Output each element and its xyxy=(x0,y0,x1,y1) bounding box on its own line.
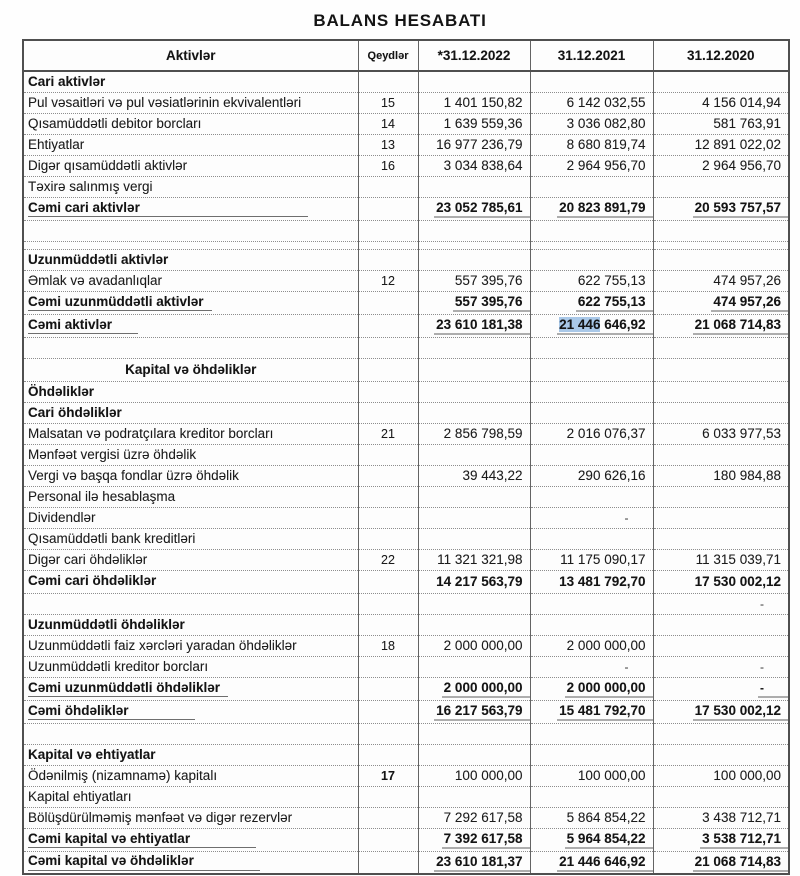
spacer-row xyxy=(23,593,789,614)
row-label: Ödənilmiş (nizamnamə) kapitalı xyxy=(23,765,358,786)
value-v1: 16 977 236,79 xyxy=(418,134,530,155)
table-body xyxy=(23,71,789,874)
row-label xyxy=(23,593,358,614)
row-note: 15 xyxy=(358,92,418,113)
table-row xyxy=(23,486,789,507)
value-v3: 11 315 039,71 xyxy=(653,549,789,570)
column-header-qeydler: Qeydlər xyxy=(358,40,418,71)
row-label: Cəmi öhdəliklər xyxy=(23,700,358,723)
value-v3: 3 538 712,71 xyxy=(653,828,789,851)
value-v1 xyxy=(418,528,530,549)
value-v3 xyxy=(653,241,789,249)
row-label: Uzunmüddətli aktivlər xyxy=(23,249,358,270)
value-v1: 2 000 000,00 xyxy=(418,677,530,700)
spacer-row xyxy=(23,220,789,241)
row-note xyxy=(358,851,418,874)
row-label: Cəmi cari aktivlər xyxy=(23,197,358,220)
value-v1 xyxy=(418,337,530,358)
value-v2 xyxy=(530,723,653,744)
value-v2 xyxy=(530,381,653,402)
row-note: 18 xyxy=(358,635,418,656)
value-v1 xyxy=(418,241,530,249)
value-v3: 4 156 014,94 xyxy=(653,92,789,113)
row-label: Uzunmüddətli faiz xərcləri yaradan öhdəliklər xyxy=(23,635,358,656)
value-v1: 1 401 150,82 xyxy=(418,92,530,113)
value-v1: 3 034 838,64 xyxy=(418,155,530,176)
value-v2 xyxy=(530,241,653,249)
table-row xyxy=(23,507,789,528)
value-v2 xyxy=(530,249,653,270)
table-row xyxy=(23,314,789,337)
row-label: Cari aktivlər xyxy=(23,71,358,92)
table-row xyxy=(23,828,789,851)
value-v3 xyxy=(653,486,789,507)
value-v3 xyxy=(653,337,789,358)
row-note: 21 xyxy=(358,423,418,444)
value-v2: 15 481 792,70 xyxy=(530,700,653,723)
row-note xyxy=(358,314,418,337)
value-v2: 5 864 854,22 xyxy=(530,807,653,828)
table-row xyxy=(23,700,789,723)
row-note xyxy=(358,249,418,270)
value-v2: 21 446 646,92 xyxy=(530,851,653,874)
row-note xyxy=(358,176,418,197)
value-v1: 16 217 563,79 xyxy=(418,700,530,723)
row-label: Təxirə salınmış vergi xyxy=(23,176,358,197)
table-row xyxy=(23,765,789,786)
value-v1 xyxy=(418,402,530,423)
value-v3: 12 891 022,02 xyxy=(653,134,789,155)
table-row xyxy=(23,155,789,176)
value-v3 xyxy=(653,723,789,744)
value-v1: 23 610 181,38 xyxy=(418,314,530,337)
table-row xyxy=(23,549,789,570)
row-note xyxy=(358,358,418,381)
row-label: Uzunmüddətli kreditor borcları xyxy=(23,656,358,677)
table-row xyxy=(23,465,789,486)
table-row xyxy=(23,197,789,220)
row-label: Cəmi uzunmüddətli öhdəliklər xyxy=(23,677,358,700)
row-label: Cəmi aktivlər xyxy=(23,314,358,337)
value-v3: 474 957,26 xyxy=(653,291,789,314)
value-v3 xyxy=(653,507,789,528)
value-v3 xyxy=(653,176,789,197)
value-v3: 474 957,26 xyxy=(653,270,789,291)
value-v2: 11 175 090,17 xyxy=(530,549,653,570)
table-row xyxy=(23,92,789,113)
row-label: Dividendlər xyxy=(23,507,358,528)
row-label: Digər cari öhdəliklər xyxy=(23,549,358,570)
row-note xyxy=(358,241,418,249)
row-label: Kapital və ehtiyatlar xyxy=(23,744,358,765)
row-note xyxy=(358,570,418,593)
value-v2 xyxy=(530,444,653,465)
value-v3: - xyxy=(653,656,789,677)
value-v3: 21 068 714,83 xyxy=(653,314,789,337)
value-v1: 23 052 785,61 xyxy=(418,197,530,220)
row-label: Kapital və öhdəliklər xyxy=(23,358,358,381)
table-row xyxy=(23,381,789,402)
value-v3: 21 068 714,83 xyxy=(653,851,789,874)
row-label: Malsatan və podratçılara kreditor borcları xyxy=(23,423,358,444)
table-row xyxy=(23,176,789,197)
value-v1 xyxy=(418,786,530,807)
value-v3 xyxy=(653,381,789,402)
row-note xyxy=(358,786,418,807)
row-note xyxy=(358,744,418,765)
value-v3: 581 763,91 xyxy=(653,113,789,134)
row-note xyxy=(358,465,418,486)
value-v3 xyxy=(653,614,789,635)
value-v3: 17 530 002,12 xyxy=(653,570,789,593)
value-v1 xyxy=(418,176,530,197)
value-v2: 5 964 854,22 xyxy=(530,828,653,851)
value-v2: 21 446 646,92 xyxy=(530,314,653,337)
row-note: 13 xyxy=(358,134,418,155)
value-v2: 6 142 032,55 xyxy=(530,92,653,113)
row-note xyxy=(358,528,418,549)
value-v2 xyxy=(530,358,653,381)
row-note xyxy=(358,291,418,314)
value-v1: 557 395,76 xyxy=(418,291,530,314)
table-row xyxy=(23,786,789,807)
row-note xyxy=(358,402,418,423)
value-v2 xyxy=(530,220,653,241)
page-title: BALANS HESABATI xyxy=(313,11,487,30)
column-header-2021: 31.12.2021 xyxy=(530,40,653,71)
row-note xyxy=(358,444,418,465)
column-header-2020: 31.12.2020 xyxy=(653,40,789,71)
value-v2: 2 000 000,00 xyxy=(530,635,653,656)
value-v1: 7 392 617,58 xyxy=(418,828,530,851)
value-v3 xyxy=(653,402,789,423)
row-label: Uzunmüddətli öhdəliklər xyxy=(23,614,358,635)
value-v3 xyxy=(653,249,789,270)
value-v3: 6 033 977,53 xyxy=(653,423,789,444)
row-note xyxy=(358,486,418,507)
value-v2 xyxy=(530,402,653,423)
value-v3: 17 530 002,12 xyxy=(653,700,789,723)
value-v2: 20 823 891,79 xyxy=(530,197,653,220)
row-label: Əmlak və avadanlıqlar xyxy=(23,270,358,291)
value-v3 xyxy=(653,71,789,92)
table-row xyxy=(23,423,789,444)
row-label: Qısamüddətli debitor borcları xyxy=(23,113,358,134)
value-v2 xyxy=(530,528,653,549)
table-row xyxy=(23,444,789,465)
row-note xyxy=(358,337,418,358)
row-note: 14 xyxy=(358,113,418,134)
row-label: Bölüşdürülməmiş mənfəət və digər rezervlər xyxy=(23,807,358,828)
row-label: Cəmi uzunmüddətli aktivlər xyxy=(23,291,358,314)
row-label: Ehtiyatlar xyxy=(23,134,358,155)
table-row xyxy=(23,402,789,423)
table-row xyxy=(23,635,789,656)
value-v1 xyxy=(418,744,530,765)
row-label: Mənfəət vergisi üzrə öhdəlik xyxy=(23,444,358,465)
table-row xyxy=(23,807,789,828)
value-v3: 180 984,88 xyxy=(653,465,789,486)
value-v1 xyxy=(418,444,530,465)
value-v3 xyxy=(653,786,789,807)
table-row xyxy=(23,528,789,549)
row-label xyxy=(23,723,358,744)
row-label: Cəmi cari öhdəliklər xyxy=(23,570,358,593)
value-v3 xyxy=(653,444,789,465)
table-row xyxy=(23,851,789,874)
value-v2 xyxy=(530,593,653,614)
column-header-aktivler: Aktivlər xyxy=(23,40,358,71)
value-v3 xyxy=(653,635,789,656)
row-label: Öhdəliklər xyxy=(23,381,358,402)
value-v2 xyxy=(530,71,653,92)
table-row xyxy=(23,677,789,700)
row-label: Cəmi kapital və öhdəliklər xyxy=(23,851,358,874)
row-label: Pul vəsaitləri və pul vəsiatlərinin ekvivalentləri xyxy=(23,92,358,113)
row-note xyxy=(358,656,418,677)
value-v2: 100 000,00 xyxy=(530,765,653,786)
value-v1 xyxy=(418,249,530,270)
table-row xyxy=(23,134,789,155)
value-v2: 3 036 082,80 xyxy=(530,113,653,134)
row-note xyxy=(358,700,418,723)
value-v3: - xyxy=(653,677,789,700)
value-v1 xyxy=(418,593,530,614)
value-v1 xyxy=(418,381,530,402)
value-v1: 23 610 181,37 xyxy=(418,851,530,874)
spacer-row xyxy=(23,241,789,249)
row-note: 12 xyxy=(358,270,418,291)
row-note: 22 xyxy=(358,549,418,570)
balance-sheet-table xyxy=(22,39,790,875)
value-v2: 13 481 792,70 xyxy=(530,570,653,593)
table-header-row xyxy=(23,40,789,71)
row-label: Qısamüddətli bank kreditləri xyxy=(23,528,358,549)
row-label: Vergi və başqa fondlar üzrə öhdəlik xyxy=(23,465,358,486)
value-v1 xyxy=(418,507,530,528)
row-note xyxy=(358,381,418,402)
value-v1: 1 639 559,36 xyxy=(418,113,530,134)
value-v3 xyxy=(653,528,789,549)
value-v1: 2 856 798,59 xyxy=(418,423,530,444)
table-row xyxy=(23,656,789,677)
value-v2 xyxy=(530,337,653,358)
table-row xyxy=(23,291,789,314)
row-label xyxy=(23,220,358,241)
value-v1: 39 443,22 xyxy=(418,465,530,486)
row-note: 17 xyxy=(358,765,418,786)
value-v2: 8 680 819,74 xyxy=(530,134,653,155)
row-note xyxy=(358,677,418,700)
value-v1 xyxy=(418,71,530,92)
value-v3: 2 964 956,70 xyxy=(653,155,789,176)
value-v3: 100 000,00 xyxy=(653,765,789,786)
value-v1 xyxy=(418,656,530,677)
row-label: Cəmi kapital və ehtiyatlar xyxy=(23,828,358,851)
value-v1: 557 395,76 xyxy=(418,270,530,291)
value-v2: - xyxy=(530,656,653,677)
row-note xyxy=(358,197,418,220)
value-v2 xyxy=(530,744,653,765)
column-header-2022: *31.12.2022 xyxy=(418,40,530,71)
table-row xyxy=(23,113,789,134)
row-label: Kapital ehtiyatları xyxy=(23,786,358,807)
row-note xyxy=(358,828,418,851)
value-v1: 100 000,00 xyxy=(418,765,530,786)
row-label xyxy=(23,337,358,358)
table-row xyxy=(23,270,789,291)
value-v2: 290 626,16 xyxy=(530,465,653,486)
row-label: Digər qısamüddətli aktivlər xyxy=(23,155,358,176)
row-note xyxy=(358,220,418,241)
table-row xyxy=(23,570,789,593)
table-row xyxy=(23,249,789,270)
row-label: Personal ilə hesablaşma xyxy=(23,486,358,507)
spacer-row xyxy=(23,337,789,358)
value-v2 xyxy=(530,786,653,807)
value-v1: 7 292 617,58 xyxy=(418,807,530,828)
spacer-row xyxy=(23,723,789,744)
value-v1 xyxy=(418,358,530,381)
table-row xyxy=(23,744,789,765)
value-v2: - xyxy=(530,507,653,528)
value-v3 xyxy=(653,358,789,381)
value-v2: 2 016 076,37 xyxy=(530,423,653,444)
row-note xyxy=(358,71,418,92)
value-v2 xyxy=(530,614,653,635)
value-v3: - xyxy=(653,593,789,614)
row-label: Cari öhdəliklər xyxy=(23,402,358,423)
value-v3: 3 438 712,71 xyxy=(653,807,789,828)
value-v1 xyxy=(418,220,530,241)
value-v1 xyxy=(418,723,530,744)
row-note xyxy=(358,807,418,828)
value-v1 xyxy=(418,614,530,635)
row-note xyxy=(358,593,418,614)
value-v2: 622 755,13 xyxy=(530,291,653,314)
value-v1 xyxy=(418,486,530,507)
row-label xyxy=(23,241,358,249)
value-v1: 11 321 321,98 xyxy=(418,549,530,570)
value-v3 xyxy=(653,220,789,241)
row-note xyxy=(358,507,418,528)
value-v2 xyxy=(530,486,653,507)
row-note xyxy=(358,614,418,635)
value-v2: 2 000 000,00 xyxy=(530,677,653,700)
row-note: 16 xyxy=(358,155,418,176)
value-v3: 20 593 757,57 xyxy=(653,197,789,220)
value-v2: 2 964 956,70 xyxy=(530,155,653,176)
table-row xyxy=(23,71,789,92)
value-v1: 14 217 563,79 xyxy=(418,570,530,593)
row-note xyxy=(358,723,418,744)
selection-highlight: 21 446 xyxy=(559,317,601,332)
value-v3 xyxy=(653,744,789,765)
value-v2 xyxy=(530,176,653,197)
value-v2: 622 755,13 xyxy=(530,270,653,291)
table-row xyxy=(23,614,789,635)
table-row xyxy=(23,358,789,381)
value-v1: 2 000 000,00 xyxy=(418,635,530,656)
